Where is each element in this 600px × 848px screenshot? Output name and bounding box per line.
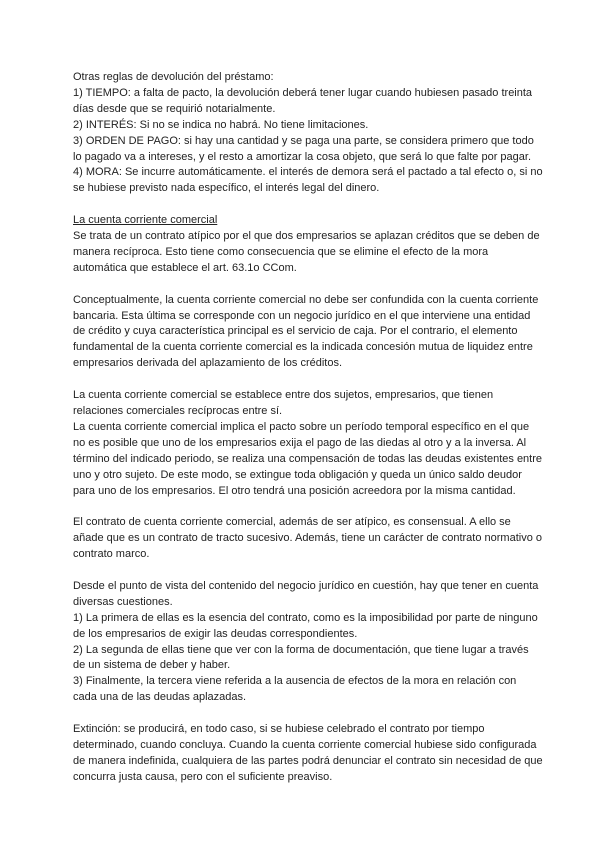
paragraph-gap (73, 706, 543, 722)
paragraph: 3) Finalmente, la tercera viene referida a la ausencia de efectos de la mora en relación con cada una de las deudas aplazadas. (73, 675, 517, 704)
document-body (73, 70, 543, 786)
paragraph: Extinción: se producirá, en todo caso, si se hubiese celebrado el contrato por tiempo determinado, cuando concluya. Cuando la cuenta corriente comercial hubiese sido configurada de manera indefinida, cualquiera de las partes podrá denunciar el contrato sin necesidad de que concurra justa causa, pero con el suficiente preaviso. (73, 723, 543, 783)
paragraph-gap (73, 372, 543, 388)
section-extincion (73, 722, 543, 786)
paragraph-gap (73, 277, 543, 293)
section-sujetos (73, 388, 543, 499)
section-heading: La cuenta corriente comercial (73, 214, 218, 227)
section-conceptual (73, 293, 543, 373)
paragraph: Otras reglas de devolución del préstamo: (73, 71, 274, 83)
paragraph: 4) MORA: Se incurre automáticamente. el interés de demora será el pactado a tal efecto o, si no se hubiese previsto nada específico, el interés legal del dinero. (73, 166, 543, 195)
paragraph: Se trata de un contrato atípico por el que dos empresarios se aplazan créditos que se deben de manera recíproca. Esto tiene como consecuencia que se elimine el efecto de la mora automática que establece el art. 63.1o CCom. (73, 230, 540, 274)
paragraph: 1) La primera de ellas es la esencia del contrato, como es la imposibilidad por parte de ninguno de los empresarios de exigir las deudas correspondientes. (73, 611, 538, 640)
paragraph-gap (73, 197, 543, 213)
section-loan-return-rules (73, 70, 543, 197)
section-cuenta-corriente (73, 213, 543, 277)
paragraph: 2) La segunda de ellas tiene que ver con la forma de documentación, que tiene lugar a través de un sistema de deber y haber. (73, 643, 529, 672)
paragraph: 1) TIEMPO: a falta de pacto, la devolución deberá tener lugar cuando hubiesen pasado treinta días desde que se requirió notarialmente. (73, 86, 533, 115)
paragraph: 3) ORDEN DE PAGO: si hay una cantidad y se paga una parte, se considera primero que todo lo pagado va a intereses, y el resto a amortizar la cosa objeto, que será lo que falte por pagar. (73, 134, 534, 163)
paragraph: 2) INTERÉS: Si no se indica no habrá. No tiene limitaciones. (73, 118, 369, 131)
section-contenido (73, 579, 543, 706)
paragraph-gap (73, 499, 543, 515)
paragraph: Desde el punto de vista del contenido del negocio jurídico en cuestión, hay que tener en cuenta diversas cuestiones. (73, 579, 539, 608)
paragraph: La cuenta corriente comercial se establece entre dos sujetos, empresarios, que tienen relaciones comerciales recíprocas entre sí. (73, 389, 494, 417)
paragraph-gap (73, 563, 543, 579)
section-caracter (73, 515, 543, 563)
paragraph: La cuenta corriente comercial implica el pacto sobre un período temporal específico en el que no es posible que uno de los empresarios exija el pago de las diedas al otro y a la inversa. Al término del indicado periodo, se realiza una compensación de todas las deudas existentes entre uno y otro sujeto. De este modo, se extingue toda obligación y queda un único saldo deudor para uno de los empresarios. El otro tendrá una posición acreedora por la misma cantidad. (73, 420, 543, 497)
paragraph: Conceptualmente, la cuenta corriente comercial no debe ser confundida con la cuenta corriente bancaria. Esta última se corresponde con un negocio jurídico en el que interviene una entidad de crédito y cuya característica principal es el servicio de caja. Por el contrario, el elemento fundamental de la cuenta corriente comercial es la indicada concesión mutua de liquidez entre empresarios derivada del aplazamiento de los créditos. (73, 293, 539, 370)
paragraph: El contrato de cuenta corriente comercial, además de ser atípico, es consensual. A ello se añade que es un contrato de tracto sucesivo. Además, tiene un carácter de contrato normativo o contrato marco. (73, 516, 543, 561)
